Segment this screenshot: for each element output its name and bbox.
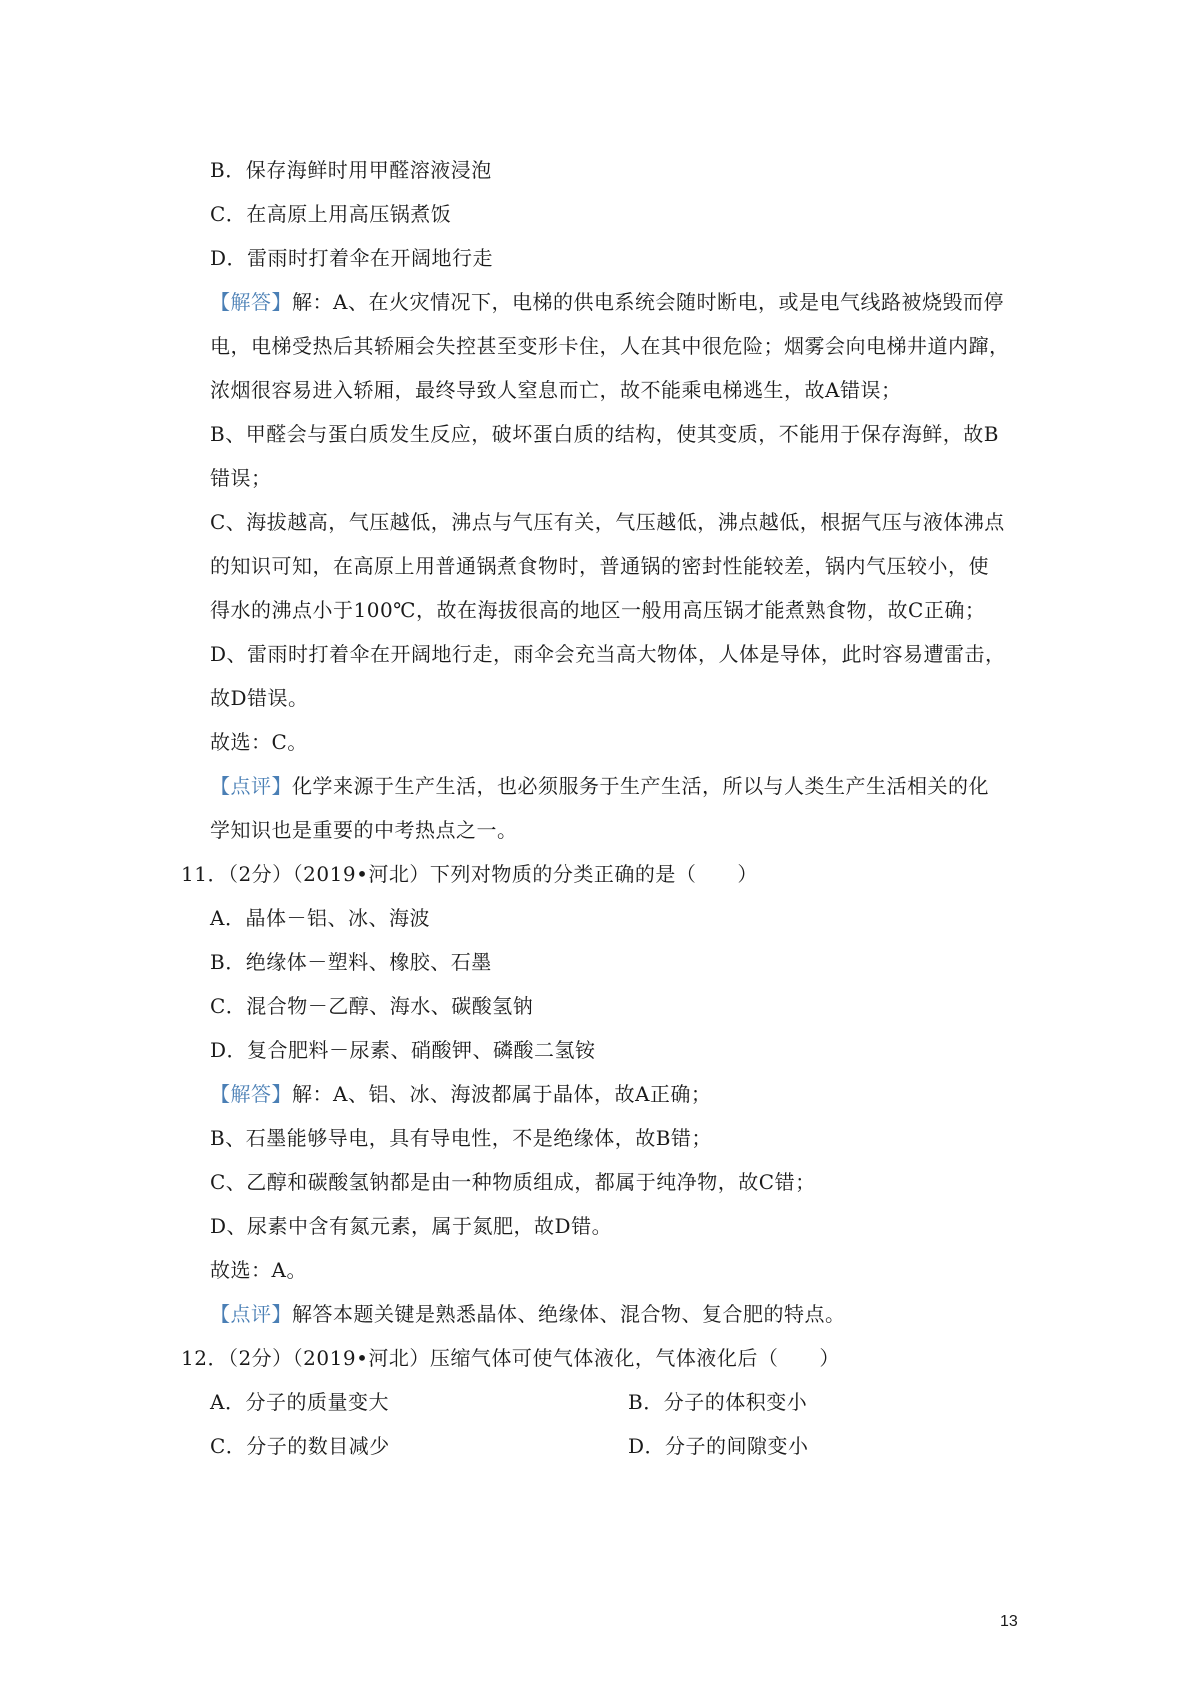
- q11-option-a: A．晶体－铝、冰、海波: [210, 906, 430, 930]
- comment-tag: 【点评】: [210, 1302, 292, 1326]
- page-number: 13: [1000, 1613, 1018, 1630]
- comment-line: 解答本题关键是熟悉晶体、绝缘体、混合物、复合肥的特点。: [292, 1302, 846, 1326]
- q12-option-c: C．分子的数目减少: [210, 1434, 390, 1458]
- answer-line: 浓烟很容易进入轿厢，最终导致人窒息而亡，故不能乘电梯逃生，故A错误；: [210, 378, 902, 402]
- comment-line: 化学来源于生产生活，也必须服务于生产生活，所以与人类生产生活相关的化: [292, 774, 989, 798]
- answer-line: C、海拔越高，气压越低，沸点与气压有关，气压越低，沸点越低，根据气压与液体沸点: [210, 510, 1005, 534]
- answer-line: 得水的沸点小于100℃，故在海拔很高的地区一般用高压锅才能煮熟食物，故C正确；: [210, 598, 986, 622]
- answer-line: C、乙醇和碳酸氢钠都是由一种物质组成，都属于纯净物，故C错；: [210, 1170, 816, 1194]
- question-11-stem: 11．（2分）（2019•河北）下列对物质的分类正确的是（ ）: [181, 862, 758, 886]
- answer-tag: 【解答】: [210, 290, 292, 314]
- answer-line: B、石墨能够导电，具有导电性，不是绝缘体，故B错；: [210, 1126, 712, 1150]
- answer-line: B、甲醛会与蛋白质发生反应，破坏蛋白质的结构，使其变质，不能用于保存海鲜，故B: [210, 422, 999, 446]
- q11-option-b: B．绝缘体－塑料、橡胶、石墨: [210, 950, 492, 974]
- q12-option-a: A．分子的质量变大: [210, 1390, 389, 1414]
- answer-line: 故D错误。: [210, 686, 309, 710]
- question-12-stem: 12．（2分）（2019•河北）压缩气体可使气体液化，气体液化后（ ）: [181, 1346, 840, 1370]
- answer-line: 解：A、在火灾情况下，电梯的供电系统会随时断电，或是电气线路被烧毁而停: [292, 290, 1004, 314]
- answer-line: 错误；: [210, 466, 272, 490]
- comment-paragraph: [210, 774, 989, 798]
- q11-option-c: C．混合物－乙醇、海水、碳酸氢钠: [210, 994, 534, 1018]
- answer-tag: 【解答】: [210, 1082, 292, 1106]
- answer-line: 故选：A。: [210, 1258, 307, 1282]
- comment-tag: 【点评】: [210, 774, 292, 798]
- answer-line: D、雷雨时打着伞在开阔地行走，雨伞会充当高大物体，人体是导体，此时容易遭雷击，: [210, 642, 1006, 666]
- option-d: D．雷雨时打着伞在开阔地行走: [210, 246, 494, 270]
- answer-line: 电，电梯受热后其轿厢会失控甚至变形卡住，人在其中很危险；烟雾会向电梯井道内蹿，: [210, 334, 1010, 358]
- q11-comment-paragraph: [210, 1302, 846, 1326]
- option-b: B．保存海鲜时用甲醛溶液浸泡: [210, 158, 492, 182]
- answer-line: 故选：C。: [210, 730, 308, 754]
- comment-line: 学知识也是重要的中考热点之一。: [210, 818, 518, 842]
- q11-answer-paragraph: [210, 1082, 711, 1106]
- answer-paragraph: [210, 290, 1004, 314]
- q12-option-b: B．分子的体积变小: [628, 1390, 808, 1414]
- q12-option-d: D．分子的间隙变小: [628, 1434, 809, 1458]
- option-c: C．在高原上用高压锅煮饭: [210, 202, 452, 226]
- answer-line: D、尿素中含有氮元素，属于氮肥，故D错。: [210, 1214, 613, 1238]
- q11-option-d: D．复合肥料－尿素、硝酸钾、磷酸二氢铵: [210, 1038, 596, 1062]
- answer-line: 的知识可知，在高原上用普通锅煮食物时，普通锅的密封性能较差，锅内气压较小，使: [210, 554, 989, 578]
- answer-line: 解：A、铝、冰、海波都属于晶体，故A正确；: [292, 1082, 712, 1106]
